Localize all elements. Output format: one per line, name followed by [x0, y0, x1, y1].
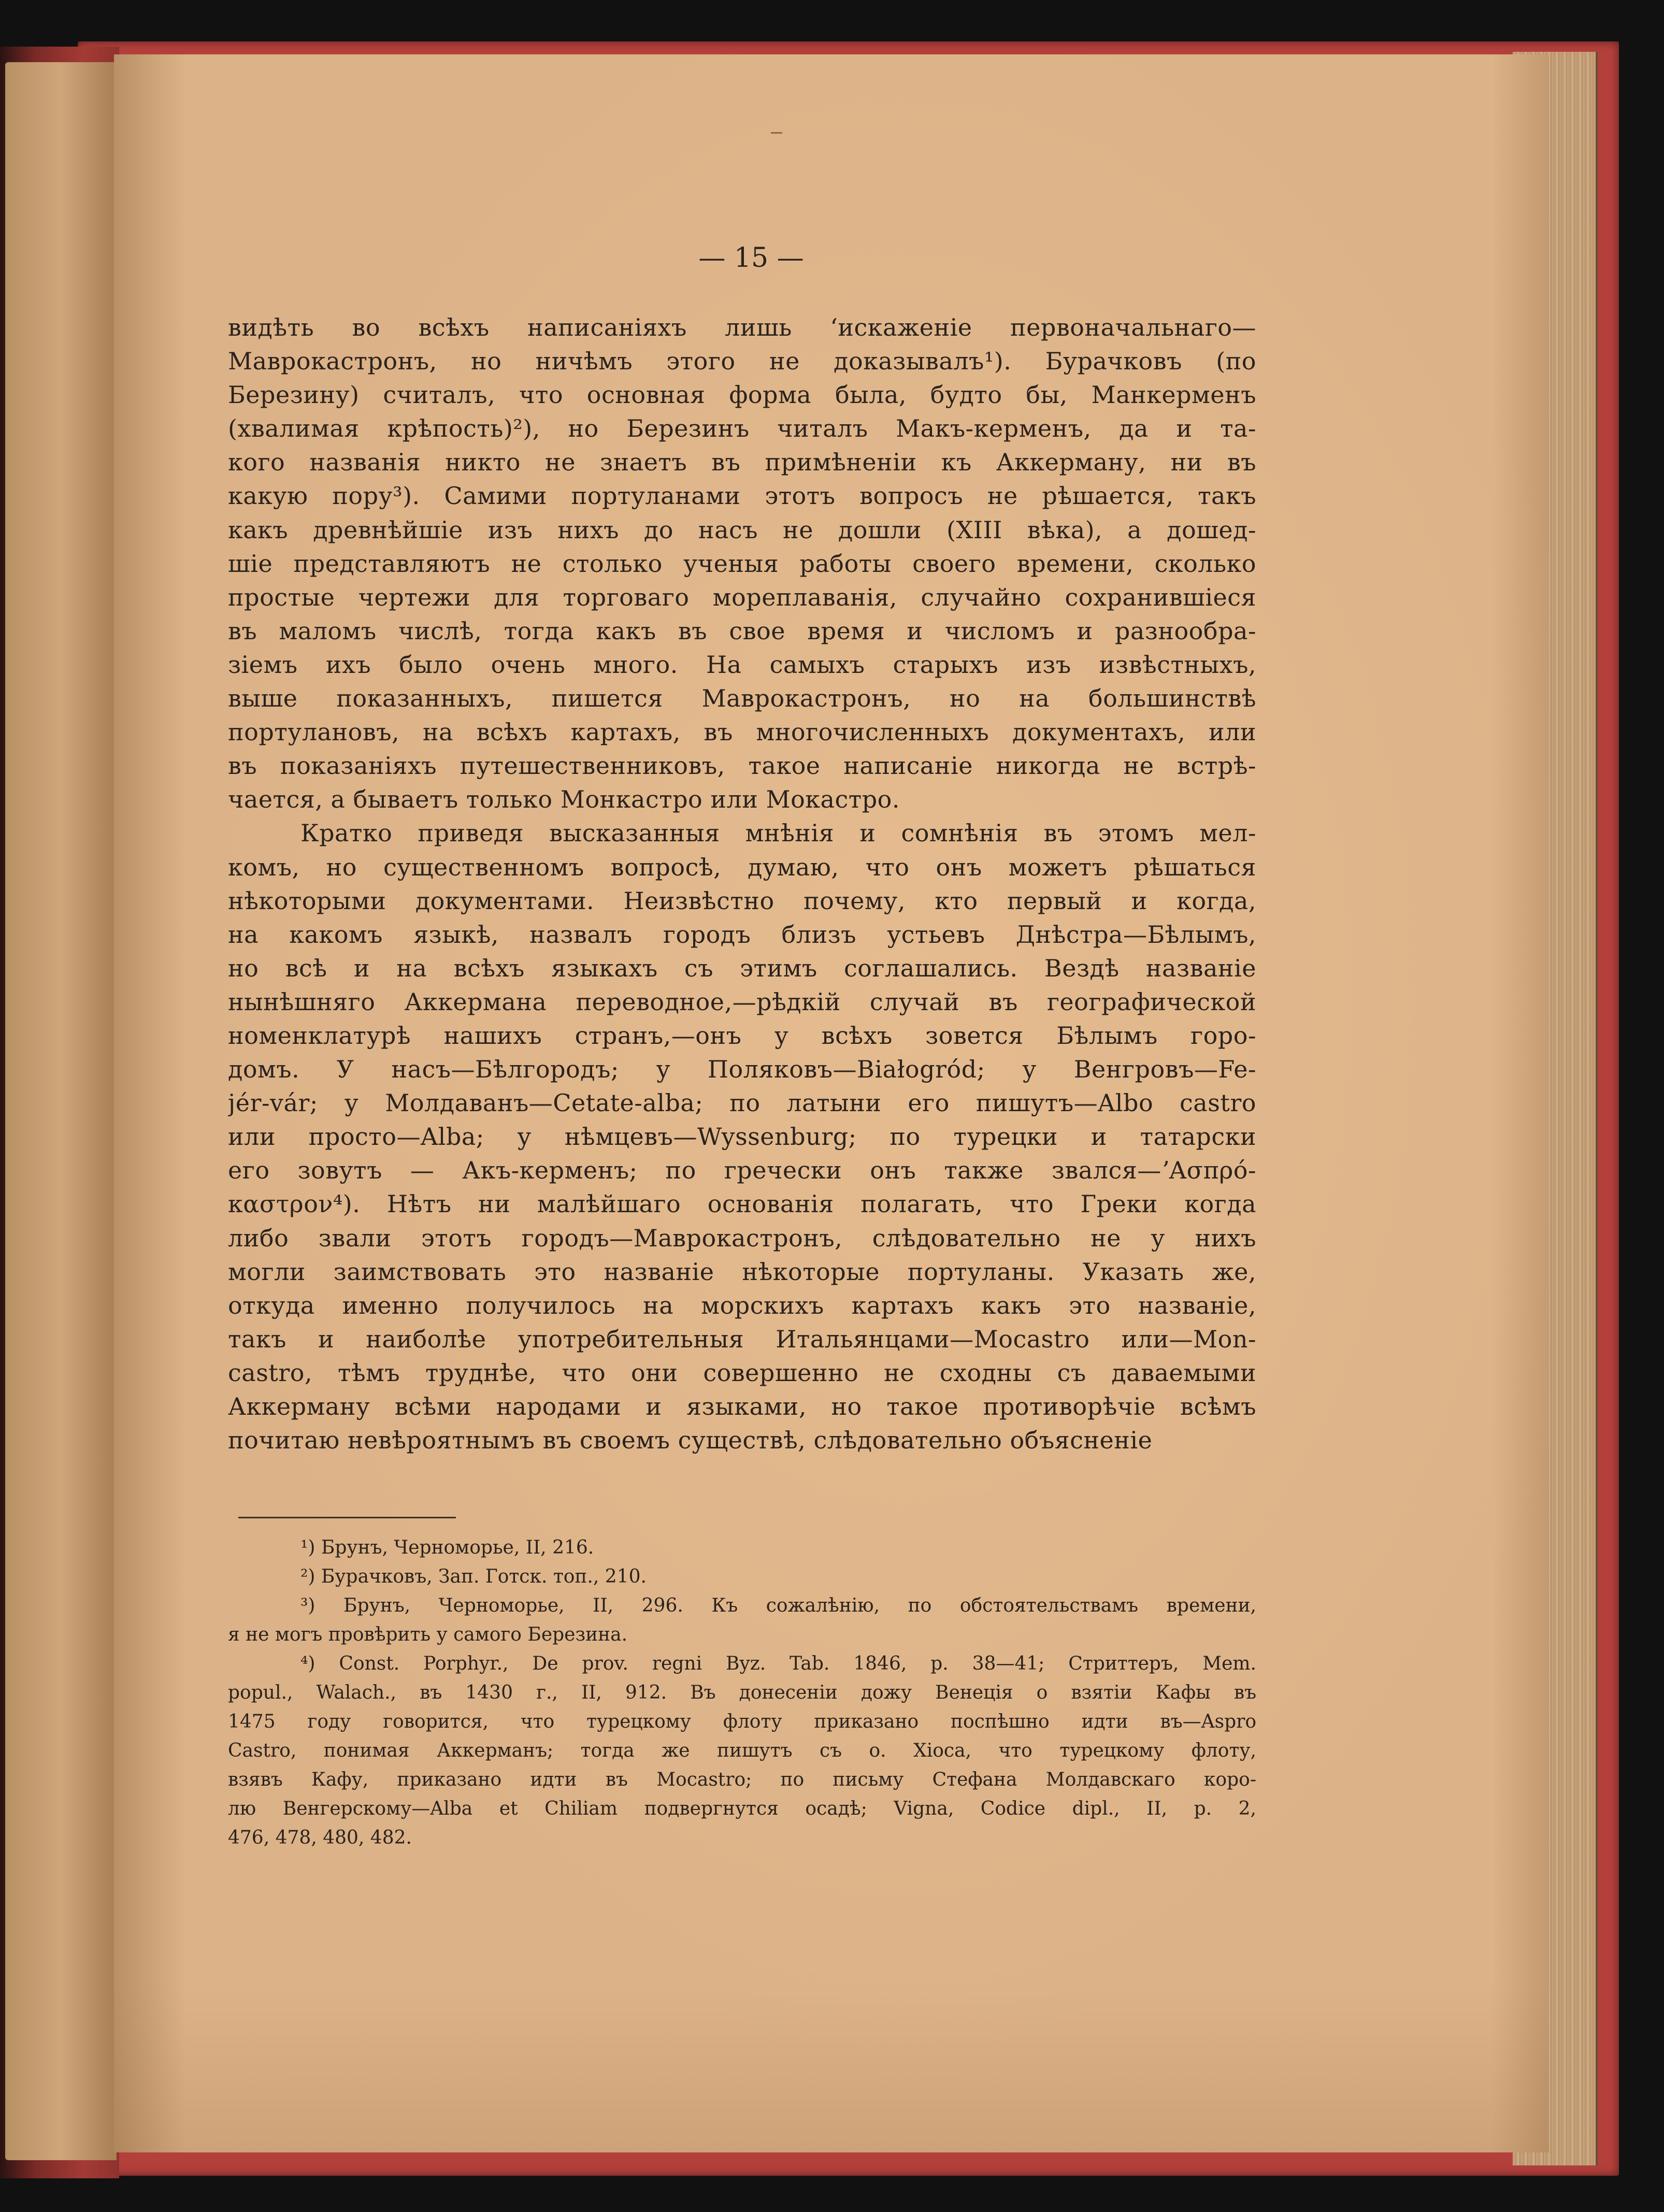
- text-line: простые чертежи для торговаго мореплаванія, случайно сохранившіеся: [228, 583, 1256, 611]
- text-line: Березину) считалъ, что основная форма была, будто бы, Манкерменъ: [228, 381, 1256, 409]
- text-line: но всѣ и на всѣхъ языкахъ съ этимъ соглашались. Вездѣ названіе: [228, 954, 1256, 982]
- footnote: [228, 1562, 1256, 1591]
- text-line: καστρον⁴). Нѣтъ ни малѣйшаго основанія полагать, что Греки когда: [228, 1190, 1256, 1218]
- text-line: откуда именно получилось на морскихъ картахъ какъ это названіе,: [228, 1291, 1256, 1319]
- footnote: [228, 1591, 1256, 1649]
- footnote-line: 1475 году говорится, что турецкому флоту приказано поспѣшно идти въ—Aspro: [228, 1711, 1256, 1732]
- footnote-line: лю Венгерскому—Alba et Chiliam подвергнутся осадѣ; Vigna, Codice dipl., II, p. 2,: [228, 1798, 1256, 1819]
- text-line: чается, а бываетъ только Монкастро или Мокастро.: [228, 785, 900, 814]
- text-line: могли заимствовать это названіе нѣкоторые портуланы. Указать же,: [228, 1257, 1256, 1286]
- top-mark: [771, 132, 782, 134]
- text-line: castro, тѣмъ труднѣе, что они совершенно не сходны съ даваемыми: [228, 1358, 1256, 1387]
- left-page-fragment: [5, 62, 117, 2160]
- footnote-line: я не могъ провѣрить у самого Березина.: [228, 1624, 628, 1645]
- text-line: такъ и наиболѣе употребительныя Итальянцами—Mocastro или—Mon-: [228, 1325, 1256, 1353]
- footnote: [228, 1533, 1256, 1562]
- footnote-line: ¹) Брунъ, Черноморье, II, 216.: [300, 1537, 594, 1558]
- text-line: какъ древнѣйшіе изъ нихъ до насъ не дошли (XIII вѣка), а дошед-: [228, 515, 1256, 544]
- paragraph: [228, 816, 1256, 1457]
- text-line: кого названія никто не знаетъ въ примѣненіи къ Аккерману, ни въ: [228, 448, 1256, 477]
- footnote-line: Castro, понимая Аккерманъ; тогда же пишутъ съ о. Хіоса, что турецкому флоту,: [228, 1740, 1256, 1761]
- text-line: шіе представляютъ не столько ученыя работы своего времени, сколько: [228, 549, 1256, 578]
- footnote-line: 476, 478, 480, 482.: [228, 1827, 412, 1848]
- footnote-line: ⁴) Const. Porphyr., De prov. regni Byz. Tab. 1846, p. 38—41; Стриттеръ, Mem.: [300, 1653, 1256, 1674]
- text-line: либо звали этотъ городъ—Маврокастронъ, слѣдовательно не у нихъ: [228, 1224, 1256, 1252]
- text-line: зіемъ ихъ было очень много. На самыхъ старыхъ изъ извѣстныхъ,: [228, 650, 1256, 679]
- text-line: его зовутъ — Акъ-керменъ; по гречески онъ также звался—ʼΑσπρό-: [228, 1156, 1256, 1185]
- paragraph: [228, 311, 1256, 816]
- text-line: въ маломъ числѣ, тогда какъ въ свое время и числомъ и разнообра-: [228, 616, 1256, 645]
- text-line: jér-vár; у Молдаванъ—Cetate-alba; по латыни его пишутъ—Albo castro: [228, 1089, 1256, 1117]
- text-line: въ показаніяхъ путешественниковъ, такое написаніе никогда не встрѣ-: [228, 752, 1256, 780]
- text-line: на какомъ языкѣ, назвалъ городъ близъ устьевъ Днѣстра—Бѣлымъ,: [228, 920, 1256, 949]
- text-line: нѣкоторыми документами. Неизвѣстно почему, кто первый и когда,: [228, 886, 1256, 915]
- footnote-line: popul., Walach., въ 1430 г., II, 912. Въ донесеніи дожу Венеція о взятіи Кафы въ: [228, 1682, 1256, 1703]
- text-line: комъ, но существенномъ вопросѣ, думаю, что онъ можетъ рѣшаться: [228, 853, 1256, 881]
- footnote-line: взявъ Кафу, приказано идти въ Mocastro; по письму Стефана Молдавскаго коро-: [228, 1769, 1256, 1790]
- text-line: Кратко приведя высказанныя мнѣнія и сомнѣнія въ этомъ мел-: [300, 819, 1256, 848]
- text-line: (хвалимая крѣпость)²), но Березинъ читалъ Макъ-керменъ, да и та-: [228, 414, 1256, 443]
- footnotes: [228, 1533, 1256, 1852]
- main-text: [228, 311, 1256, 1457]
- text-line: выше показанныхъ, пишется Маврокастронъ, но на большинствѣ: [228, 684, 1256, 713]
- text-line: какую пору³). Самими портуланами этотъ вопросъ не рѣшается, такъ: [228, 482, 1256, 510]
- text-line: Маврокастронъ, но ничѣмъ этого не доказывалъ¹). Бурачковъ (по: [228, 347, 1256, 376]
- footnote-line: ²) Бурачковъ, Зап. Готск. топ., 210.: [300, 1566, 647, 1587]
- text-line: или просто—Alba; у нѣмцевъ—Wyssenburg; по турецки и татарски: [228, 1123, 1256, 1151]
- footnote-line: ³) Брунъ, Черноморье, II, 296. Къ сожалѣнію, по обстоятельствамъ времени,: [300, 1595, 1256, 1616]
- text-line: видѣть во всѣхъ написаніяхъ лишь ʻискаженіе первоначальнаго—: [228, 313, 1256, 341]
- text-line: нынѣшняго Аккермана переводное,—рѣдкій случай въ географической: [228, 987, 1256, 1016]
- text-line: почитаю невѣроятнымъ въ своемъ существѣ, слѣдовательно объясненіе: [228, 1426, 1153, 1455]
- page-number: — 15 —: [698, 242, 804, 274]
- text-line: домъ. У насъ—Бѣлгородъ; у Поляковъ—Białogród; у Венгровъ—Fe-: [228, 1055, 1256, 1084]
- footnote: [228, 1649, 1256, 1852]
- footnote-separator: [238, 1517, 456, 1518]
- text-line: номенклатурѣ нашихъ странъ,—онъ у всѣхъ зовется Бѣлымъ горо-: [228, 1021, 1256, 1050]
- text-line: Аккерману всѣми народами и языками, но такое противорѣчіе всѣмъ: [228, 1392, 1256, 1420]
- text-line: портулановъ, на всѣхъ картахъ, въ многочисленныхъ документахъ, или: [228, 718, 1256, 746]
